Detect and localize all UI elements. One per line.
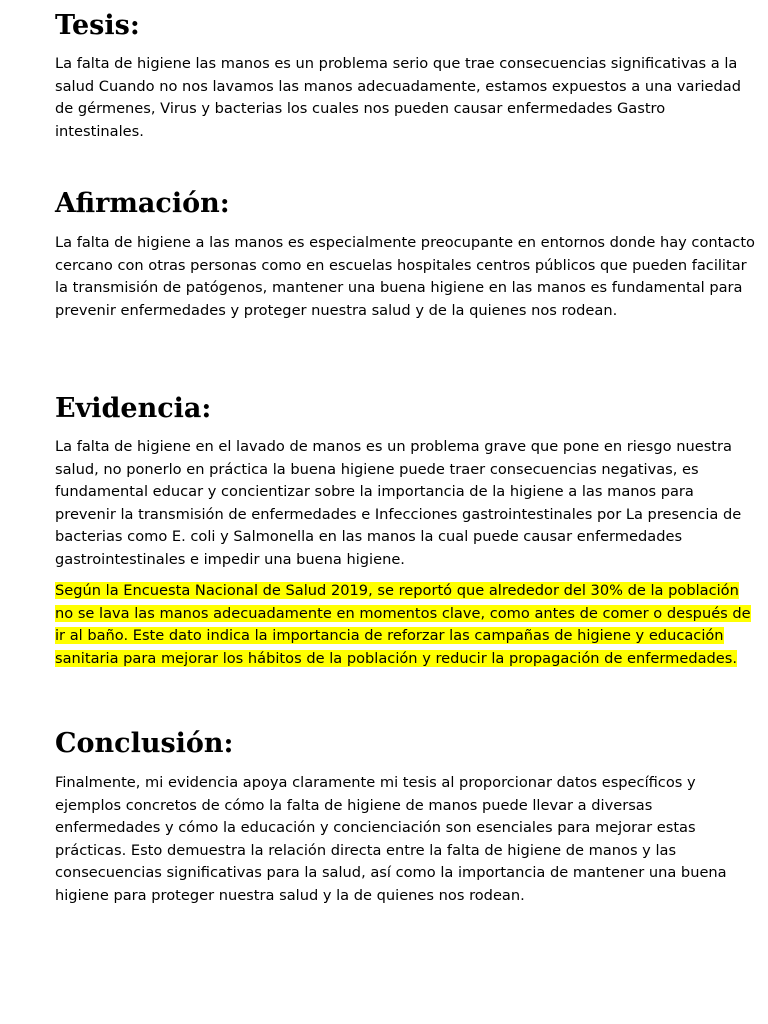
text-line: fundamental educar y concientizar sobre la importancia de la higiene a las manos para [55, 483, 694, 500]
text-line: enfermedades y cómo la educación y concienciación son esenciales para mejorar estas [55, 819, 696, 836]
text-line: de gérmenes, Virus y bacterias los cuales nos pueden causar enfermedades Gastro [55, 100, 666, 117]
text-line: La falta de higiene las manos es un problema serio que trae consecuencias significativas a la [55, 55, 738, 72]
text-line: consecuencias significativas para la salud, así como la importancia de mantener una buena [55, 864, 727, 881]
text-line: gastrointestinales e impedir una buena higiene. [55, 550, 405, 568]
highlighted-line [55, 603, 751, 626]
text-line: salud, no ponerlo en práctica la buena higiene puede traer consecuencias negativas, es [55, 460, 699, 478]
text-line: La falta de higiene a las manos es especialmente preocupante en entornos donde hay contacto [55, 234, 755, 251]
highlighted-line [55, 648, 751, 671]
section-heading-conclusion: Conclusión: [55, 728, 234, 759]
text-line: ejemplos concretos de cómo la falta de higiene de manos puede llevar a diversas [55, 796, 653, 814]
highlighted-text: ir al baño. Este dato indica la importancia de reforzar las campañas de higiene y educación [55, 627, 724, 644]
section-heading-afirmacion: Afirmación: [55, 188, 230, 219]
text-line: salud Cuando no nos lavamos las manos adecuadamente, estamos expuestos a una variedad [55, 77, 741, 95]
highlighted-paragraph-survey [55, 580, 751, 670]
paragraph-conclusion [55, 772, 727, 907]
text-line: intestinales. [55, 122, 144, 140]
highlighted-text: sanitaria para mejorar los hábitos de la población y reducir la propagación de enfermedades. [55, 649, 738, 667]
text-line: higiene para proteger nuestra salud y la de quienes nos rodean. [55, 886, 525, 904]
paragraph-afirmacion [55, 232, 755, 322]
paragraph-evidencia [55, 436, 741, 571]
paragraph-tesis [55, 53, 741, 143]
text-line: prácticas. Esto demuestra la relación directa entre la falta de higiene de manos y las [55, 841, 677, 859]
highlighted-text: Según la Encuesta Nacional de Salud 2019, se reportó que alrededor del 30% de la población [55, 582, 739, 599]
section-heading-tesis: Tesis: [55, 10, 140, 41]
highlighted-line [55, 625, 751, 648]
highlighted-line [55, 580, 751, 603]
text-line: prevenir enfermedades y proteger nuestra salud y de la quienes nos rodean. [55, 301, 618, 319]
text-line: prevenir la transmisión de enfermedades e Infecciones gastrointestinales por La presencia de [55, 505, 742, 523]
text-line: La falta de higiene en el lavado de manos es un problema grave que pone en riesgo nuestra [55, 438, 732, 455]
section-heading-evidencia: Evidencia: [55, 393, 212, 424]
text-line: la transmisión de patógenos, mantener una buena higiene en las manos es fundamental para [55, 279, 743, 296]
highlighted-text: no se lava las manos adecuadamente en momentos clave, como antes de comer o después de [55, 604, 751, 622]
text-line: Finalmente, mi evidencia apoya claramente mi tesis al proporcionar datos específicos y [55, 774, 696, 791]
text-line: cercano con otras personas como en escuelas hospitales centros públicos que pueden facilitar [55, 256, 747, 274]
text-line: bacterias como E. coli y Salmonella en las manos la cual puede causar enfermedades [55, 528, 683, 545]
